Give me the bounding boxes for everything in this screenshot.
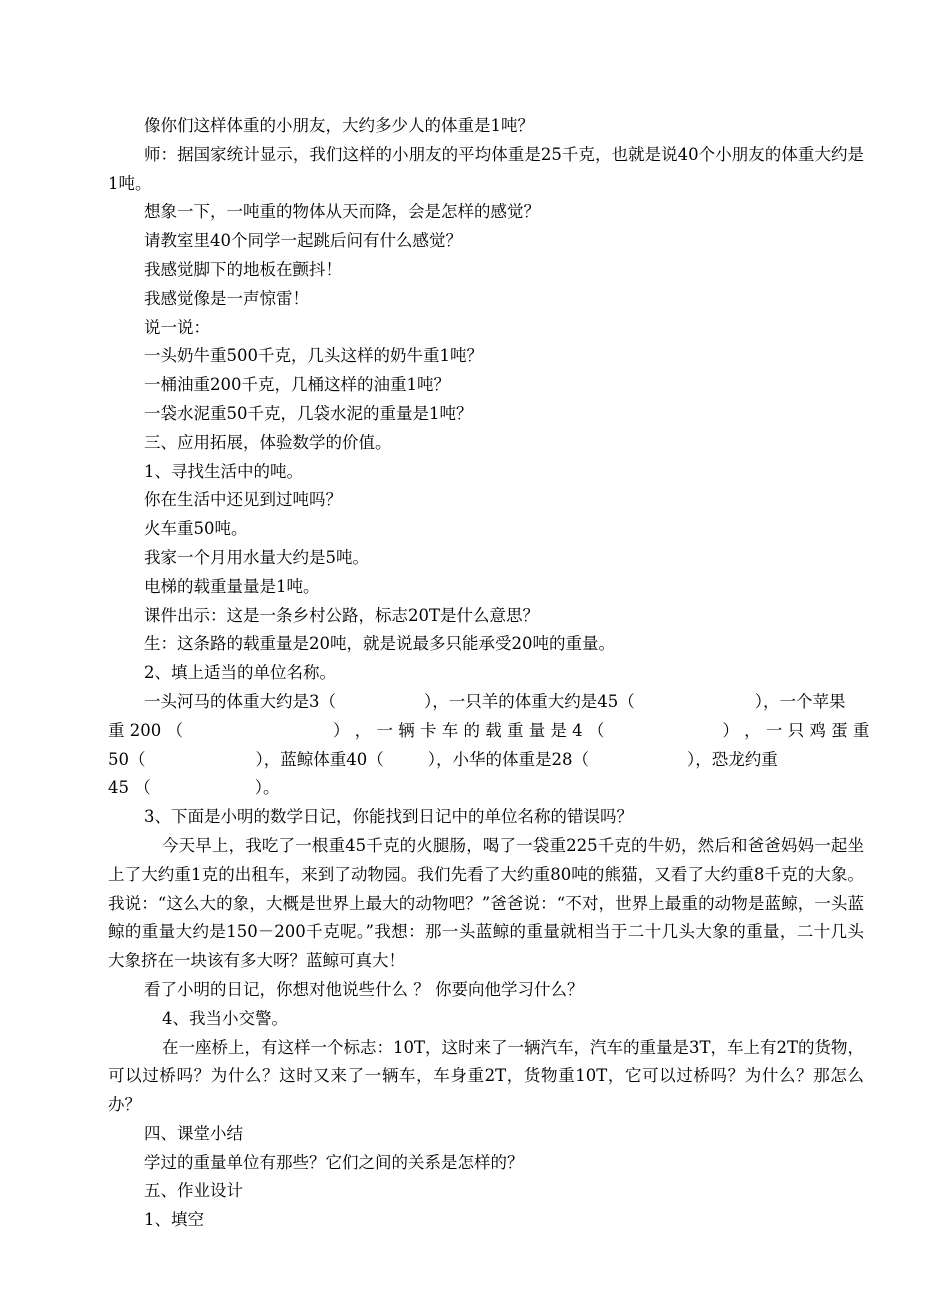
text-line: 我家一个月用水量大约是5吨。 — [144, 547, 369, 567]
text-line: 火车重50吨。 — [144, 519, 248, 539]
text-line: 你在生活中还见到过吨吗？ — [144, 490, 342, 510]
fill-line-1: 一头河马的体重大约是3（ ），一只羊的体重大约是45（ ），一个苹果 — [144, 691, 846, 711]
section-heading: 五、作业设计 — [144, 1181, 243, 1201]
subsection-heading: 2、填上适当的单位名称。 — [144, 663, 336, 683]
section-heading: 三、应用拓展，体验数学的价值。 — [144, 432, 392, 452]
fill-line-3: 50（ ），蓝鲸体重40（ ），小华的体重是28（ ），恐龙约重 — [108, 749, 778, 769]
text-line: 一袋水泥重50千克，几袋水泥的重量是1吨？ — [144, 403, 473, 423]
text-line: 课件出示：这是一条乡村公路，标志20T是什么意思？ — [144, 605, 540, 625]
subsection-heading: 3、下面是小明的数学日记，你能找到日记中的单位名称的错误吗？ — [144, 807, 633, 827]
text-line: 电梯的载重量量是1吨。 — [144, 576, 320, 596]
text-line: 看了小明的日记，你想对他说些什么 ？ 你要向他学习什么？ — [144, 979, 584, 999]
text-line: 像你们这样体重的小朋友，大约多少人的体重是1吨？ — [144, 116, 534, 135]
traffic-paragraph: 在一座桥上，有这样一个标志：10T，这时来了一辆汽车，汽车的重量是3T，车上有2T的货物，可以过桥吗？为什么？这时又来了一辆车，车身重2T，货物重10T，它可以过桥吗？为什么？那怎么办？ — [108, 1037, 865, 1115]
text-line: 说一说： — [144, 317, 210, 337]
section-heading: 四、课堂小结 — [144, 1123, 243, 1143]
text-line: 请教室里40个同学一起跳后问有什么感觉？ — [144, 231, 462, 251]
document-page — [108, 112, 870, 1235]
subsection-heading: 1、填空 — [144, 1210, 204, 1230]
diary-paragraph: 今天早上，我吃了一根重45千克的火腿肠，喝了一袋重225千克的牛奶，然后和爸爸妈妈一起坐上了大约重1克的出租车，来到了动物园。我们先看了大约重80吨的熊猫，又看了大约重8千克的大象。我说：“这么大的象，大概是世界上最大的动物吧？”爸爸说：“不对，世界上最重的动物是蓝鲸，一头蓝鲸的重量大约是150－200千克呢。”我想：那一头蓝鲸的重量就相当于二十几头大象的重量，二十几头大象挤在一块该有多大呀？蓝鲸可真大！ — [108, 835, 864, 971]
text-line: 我感觉像是一声惊雷！ — [144, 288, 309, 308]
text-line: 想象一下，一吨重的物体从天而降，会是怎样的感觉？ — [144, 202, 540, 222]
text-line: 生：这条路的载重量是20吨，就是说最多只能承受20吨的重量。 — [144, 634, 615, 654]
text-line: 一桶油重200千克，几桶这样的油重1吨？ — [144, 375, 450, 395]
fill-line-2: 重 200 （ ） ， 一 辆 卡 车 的 载 重 量 是 4 （ ） ， 一 只 鸡 蛋 重 — [108, 720, 870, 740]
text-line: 我感觉脚下的地板在颤抖！ — [144, 259, 342, 279]
text-line: 学过的重量单位有那些？它们之间的关系是怎样的？ — [144, 1152, 524, 1172]
subsection-heading: 1、寻找生活中的吨。 — [144, 461, 303, 481]
text-line: 一头奶牛重500千克，几头这样的奶牛重1吨？ — [144, 346, 483, 366]
text-paragraph: 师：据国家统计显示，我们这样的小朋友的平均体重是25千克，也就是说40个小朋友的体重大约是1吨。 — [108, 144, 864, 193]
fill-line-4: 45 （ ）。 — [108, 778, 280, 798]
fill-in-exercise — [108, 688, 870, 803]
subsection-heading: 4、我当小交警。 — [162, 1008, 288, 1028]
